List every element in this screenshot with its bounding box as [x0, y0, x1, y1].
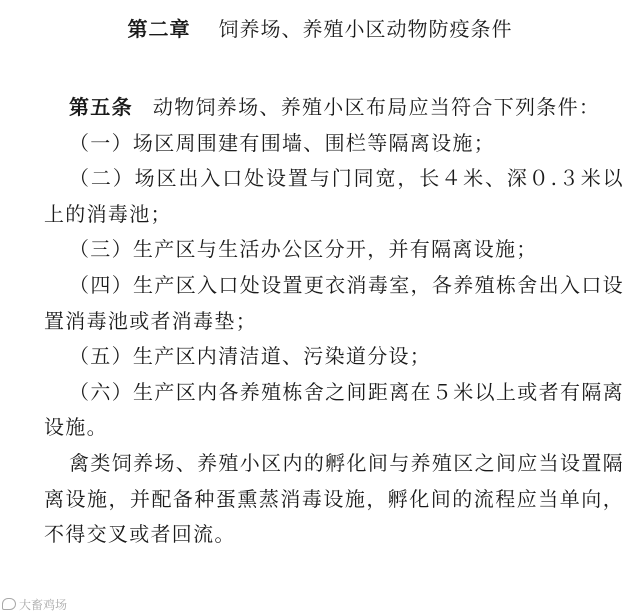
article-intro: 动物饲养场、养殖小区布局应当符合下列条件： [152, 95, 601, 119]
article-label: 第五条 [69, 95, 133, 119]
weibo-logo-icon [2, 598, 16, 610]
article-item-4: （四）生产区入口处设置更衣消毒室，各养殖栋舍出入口设置消毒池或者消毒垫； [44, 272, 624, 333]
article-item-1: （一）场区周围建有围墙、围栏等隔离设施； [69, 130, 495, 155]
article-item-2: （二）场区出入口处设置与门同宽，长４米、深０.３米以上的消毒池； [44, 166, 624, 226]
watermark [2, 596, 67, 612]
article-item-5: （五）生产区内清洁道、污染道分设； [69, 344, 432, 369]
chapter-title: 饲养场、养殖小区动物防疫条件 [218, 17, 513, 41]
chapter-number: 第二章 [127, 17, 191, 41]
watermark-text: 大畜鸡场 [19, 597, 68, 612]
article-item-3: （三）生产区与生活办公区分开，并有隔离设施； [69, 237, 538, 262]
article-closing-paragraph: 禽类饲养场、养殖小区内的孵化间与养殖区之间应当设置隔离设施，并配备种蛋熏蒸消毒设施，孵化间的流程应当单向，不得交叉或者回流。 [44, 450, 624, 547]
article-body [44, 90, 624, 553]
article-item-6: （六）生产区内各养殖栋舍之间距离在５米以上或者有隔离设施。 [44, 379, 624, 440]
article-intro-paragraph [44, 90, 624, 126]
chapter-heading [0, 14, 640, 44]
